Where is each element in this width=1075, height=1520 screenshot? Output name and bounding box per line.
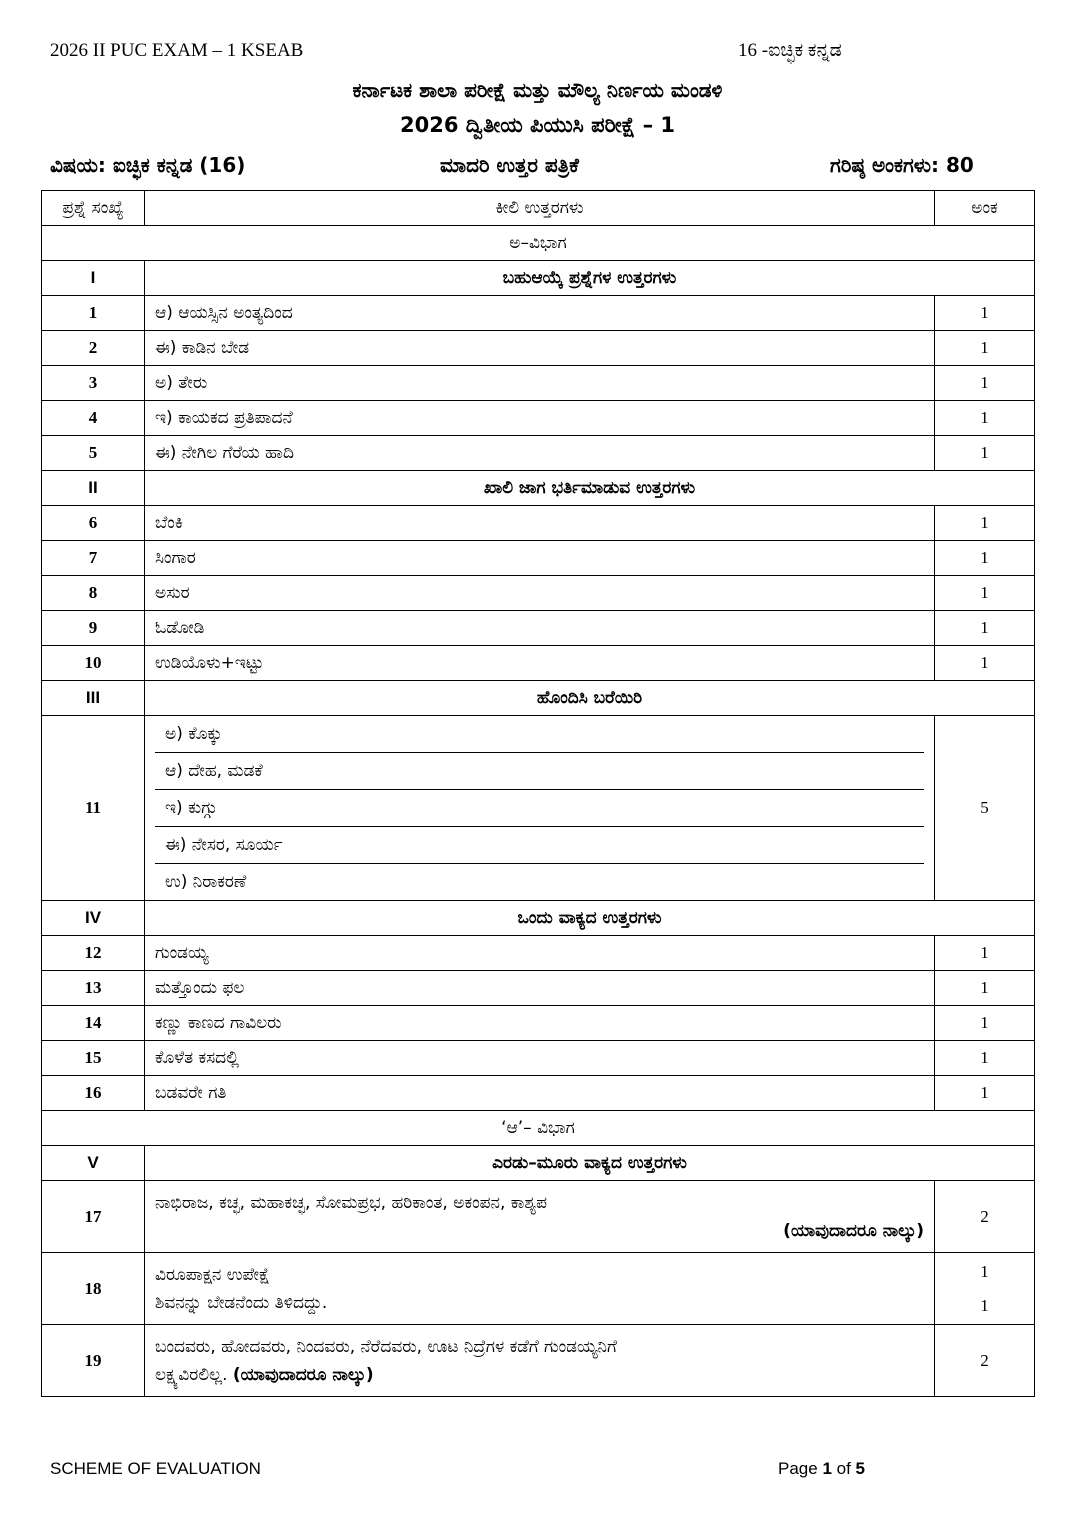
mark-value: 1 xyxy=(935,296,1035,331)
table-row xyxy=(42,366,1035,401)
match-answer-d: ಈ) ನೇಸರ, ಸೂರ್ಯ xyxy=(155,827,924,864)
mark-value: 1 xyxy=(935,646,1035,681)
mark-value: 2 xyxy=(935,1181,1035,1253)
group-row xyxy=(42,1146,1035,1181)
group-row xyxy=(42,901,1035,936)
question-number: 7 xyxy=(42,541,145,576)
answer-line: ಲಕ್ಷ್ಯವಿರಲಿಲ್ಲ. xyxy=(155,1364,228,1385)
question-number: 18 xyxy=(42,1253,145,1325)
group-title: ಹೊಂದಿಸಿ ಬರೆಯಿರಿ xyxy=(145,681,1035,716)
header-right: 16 -ಐಚ್ಛಿಕ ಕನ್ನಡ xyxy=(738,40,842,61)
group-title: ಬಹುಆಯ್ಕೆ ಪ್ರಶ್ನೆಗಳ ಉತ್ತರಗಳು xyxy=(145,261,1035,296)
group-number: IV xyxy=(42,901,145,936)
question-number: 2 xyxy=(42,331,145,366)
mark-value: 1 xyxy=(935,331,1035,366)
page-current: 1 xyxy=(822,1459,832,1478)
mark-value: 1 xyxy=(935,576,1035,611)
answer-key-table xyxy=(41,190,1035,1397)
table-row xyxy=(42,436,1035,471)
answer-text: ಕೊಳೆತ ಕಸದಲ್ಲಿ xyxy=(145,1041,935,1076)
answer-line: ಶಿವನನ್ನು ಬೇಡನೆಂದು ತಿಳಿದದ್ದು. xyxy=(155,1292,328,1313)
group-title: ಎರಡು–ಮೂರು ವಾಕ್ಯದ ಉತ್ತರಗಳು xyxy=(145,1146,1035,1181)
page-total: 5 xyxy=(855,1459,865,1478)
answer-note: (ಯಾವುದಾದರೂ ನಾಲ್ಕು) xyxy=(783,1220,924,1241)
mark-value xyxy=(935,1253,1035,1325)
col-header-answers: ಕೀಲಿ ಉತ್ತರಗಳು xyxy=(145,191,935,226)
question-number: 17 xyxy=(42,1181,145,1253)
mark-value: 1 xyxy=(935,1076,1035,1111)
group-title: ಖಾಲಿ ಜಾಗ ಭರ್ತಿಮಾಡುವ ಉತ್ತರಗಳು xyxy=(145,471,1035,506)
mark-value: 1 xyxy=(935,506,1035,541)
question-number: 9 xyxy=(42,611,145,646)
question-number: 16 xyxy=(42,1076,145,1111)
table-row xyxy=(42,1253,1035,1325)
mark-value: 2 xyxy=(935,1325,1035,1397)
question-number: 19 xyxy=(42,1325,145,1397)
answer-note: (ಯಾವುದಾದರೂ ನಾಲ್ಕು) xyxy=(232,1364,374,1385)
answer-line: ನಾಭಿರಾಜ, ಕಚ್ಛ, ಮಹಾಕಚ್ಛ, ಸೋಮಪ್ರಭ, ಹರಿಕಾಂತ, ಅಕಂಪನ, ಕಾಶ್ಯಪ xyxy=(155,1192,547,1213)
answer-text: ಈ) ಕಾಡಿನ ಬೇಡ xyxy=(145,331,935,366)
table-row xyxy=(42,576,1035,611)
table-row xyxy=(42,611,1035,646)
mark-value: 1 xyxy=(935,401,1035,436)
table-row xyxy=(42,1076,1035,1111)
answer-text: ಕಣ್ಣು ಕಾಣದ ಗಾವಿಲರು xyxy=(145,1006,935,1041)
question-number: 8 xyxy=(42,576,145,611)
model-answer-label: ಮಾದರಿ ಉತ್ತರ ಪತ್ರಿಕೆ xyxy=(440,153,579,177)
group-number: I xyxy=(42,261,145,296)
answer-line: ಬಂದವರು, ಹೋದವರು, ನಿಂದವರು, ನೆರೆದವರು, ಊಟ ನಿದ್ರೆಗಳ ಕಡೆಗೆ ಗುಂಡಯ್ಯನಿಗೆ xyxy=(155,1336,617,1357)
question-number: 15 xyxy=(42,1041,145,1076)
mark-value: 1 xyxy=(935,1041,1035,1076)
header-left: 2026 II PUC EXAM – 1 KSEAB xyxy=(50,40,304,61)
answer-text xyxy=(145,1253,935,1325)
answer-text: ಆ) ಆಯಸ್ಸಿನ ಅಂತ್ಯದಿಂದ xyxy=(145,296,935,331)
subject-label: ವಿಷಯ: ಐಚ್ಛಿಕ ಕನ್ನಡ (16) xyxy=(50,153,246,177)
question-number: 12 xyxy=(42,936,145,971)
question-number: 3 xyxy=(42,366,145,401)
question-number: 10 xyxy=(42,646,145,681)
section-row xyxy=(42,226,1035,261)
mark-value: 5 xyxy=(935,716,1035,901)
mark-value-2: 1 xyxy=(980,1295,989,1315)
match-answer-e: ಉ) ನಿರಾಕರಣೆ xyxy=(165,872,247,892)
match-answers xyxy=(145,716,935,901)
answer-text: ಗುಂಡಯ್ಯ xyxy=(145,936,935,971)
match-answer-a: ಅ) ಕೊಕ್ಕು xyxy=(155,716,924,753)
question-number: 4 xyxy=(42,401,145,436)
mark-value: 1 xyxy=(935,971,1035,1006)
page-number xyxy=(778,1459,865,1479)
section-a-title: ಅ–ವಿಭಾಗ xyxy=(42,226,1035,261)
mark-value: 1 xyxy=(935,611,1035,646)
question-number: 14 xyxy=(42,1006,145,1041)
table-row xyxy=(42,1006,1035,1041)
answer-text: ಉಡಿಯೊಳು+ಇಟ್ಟು xyxy=(145,646,935,681)
table-row xyxy=(42,541,1035,576)
table-row xyxy=(42,331,1035,366)
section-b-title: ‘ಆ’– ವಿಭಾಗ xyxy=(42,1111,1035,1146)
answer-text: ಈ) ನೇಗಿಲ ಗೆರೆಯ ಹಾದಿ xyxy=(145,436,935,471)
col-header-marks: ಅಂಕ xyxy=(935,191,1035,226)
exam-title: 2026 ದ್ವಿತೀಯ ಪಿಯುಸಿ ಪರೀಕ್ಷೆ – 1 xyxy=(399,113,676,137)
table-row xyxy=(42,401,1035,436)
mark-value-1: 1 xyxy=(980,1261,989,1281)
table-row xyxy=(42,646,1035,681)
section-row xyxy=(42,1111,1035,1146)
table-row xyxy=(42,1181,1035,1253)
mark-value: 1 xyxy=(935,541,1035,576)
mark-value: 1 xyxy=(935,366,1035,401)
mark-value: 1 xyxy=(935,936,1035,971)
answer-text: ಅಸುರ xyxy=(145,576,935,611)
table-row xyxy=(42,936,1035,971)
answer-text xyxy=(145,1325,935,1397)
max-marks-label: ಗರಿಷ್ಠ ಅಂಕಗಳು: 80 xyxy=(830,153,974,177)
answer-text: ಸಿಂಗಾರ xyxy=(145,541,935,576)
group-row xyxy=(42,681,1035,716)
table-row xyxy=(42,716,1035,901)
group-title: ಒಂದು ವಾಕ್ಯದ ಉತ್ತರಗಳು xyxy=(145,901,1035,936)
answer-text: ಇ) ಕಾಯಕದ ಪ್ರತಿಪಾದನೆ xyxy=(145,401,935,436)
group-number: V xyxy=(42,1146,145,1181)
table-row xyxy=(42,1325,1035,1397)
group-number: II xyxy=(42,471,145,506)
col-header-qno: ಪ್ರಶ್ನೆ ಸಂಖ್ಯೆ xyxy=(42,191,145,226)
group-number: III xyxy=(42,681,145,716)
table-row xyxy=(42,1041,1035,1076)
table-row xyxy=(42,296,1035,331)
mark-value: 1 xyxy=(935,436,1035,471)
table-header-row xyxy=(42,191,1035,226)
match-answer-b: ಆ) ದೇಹ, ಮಡಕೆ xyxy=(155,753,924,790)
question-number: 1 xyxy=(42,296,145,331)
question-number: 6 xyxy=(42,506,145,541)
table-row xyxy=(42,971,1035,1006)
page-of: of xyxy=(831,1459,856,1478)
answer-text: ಬೆಂಕಿ xyxy=(145,506,935,541)
group-row xyxy=(42,261,1035,296)
answer-text: ಅ) ತೇರು xyxy=(145,366,935,401)
page-prefix: Page xyxy=(778,1459,823,1478)
answer-text: ಓಡೋಡಿ xyxy=(145,611,935,646)
answer-text: ಬಡವರೇ ಗತಿ xyxy=(145,1076,935,1111)
table-row xyxy=(42,506,1035,541)
group-row xyxy=(42,471,1035,506)
answer-line: ವಿರೂಪಾಕ್ಷನ ಉಪೇಕ್ಷೆ xyxy=(155,1264,270,1285)
match-answer-c: ಇ) ಕುಗ್ಗು xyxy=(155,790,924,827)
question-number: 5 xyxy=(42,436,145,471)
board-title: ಕರ್ನಾಟಕ ಶಾಲಾ ಪರೀಕ್ಷೆ ಮತ್ತು ಮೌಲ್ಯ ನಿರ್ಣಯ ಮಂಡಳಿ xyxy=(352,78,723,102)
footer-label: SCHEME OF EVALUATION xyxy=(50,1459,261,1478)
mark-value: 1 xyxy=(935,1006,1035,1041)
answer-text xyxy=(145,1181,935,1253)
question-number: 13 xyxy=(42,971,145,1006)
answer-text: ಮತ್ತೊಂದು ಫಲ xyxy=(145,971,935,1006)
question-number: 11 xyxy=(42,716,145,901)
